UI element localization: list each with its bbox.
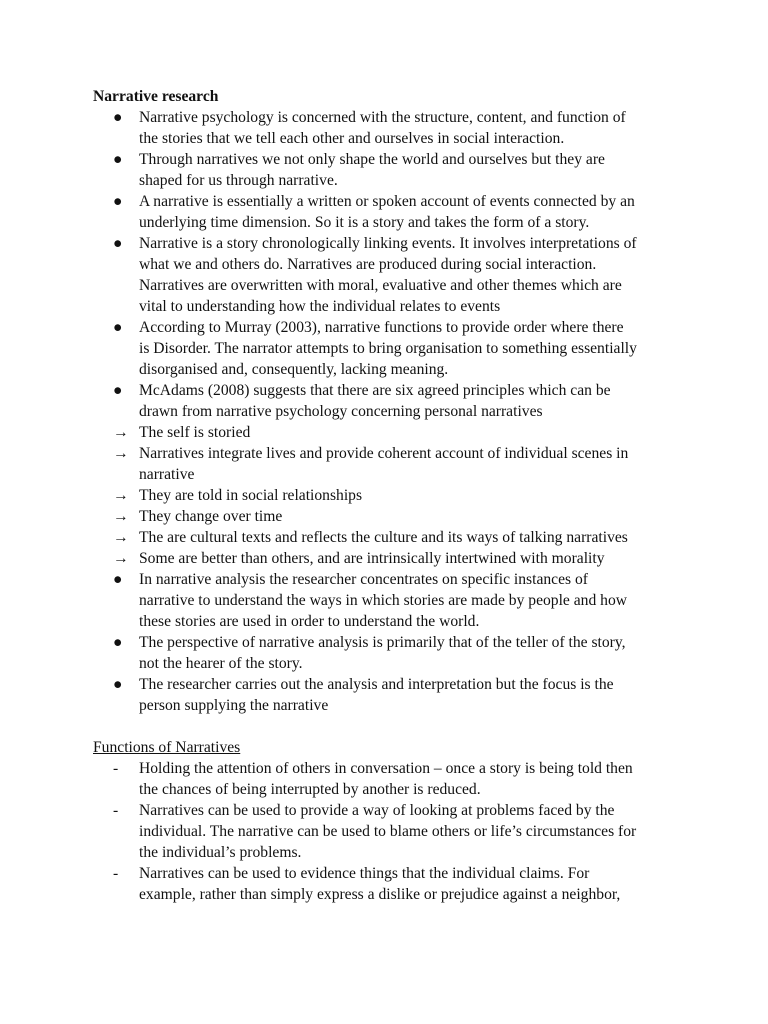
section bbox=[93, 86, 693, 716]
blank-line bbox=[93, 716, 693, 737]
dash-bullet-icon: - bbox=[113, 760, 119, 777]
text-line: They are told in social relationships bbox=[139, 487, 363, 504]
text-line: disorganised and, consequently, lacking meaning. bbox=[139, 361, 449, 378]
bullet-icon: ● bbox=[113, 571, 123, 588]
text-line: Holding the attention of others in conversation – once a story is being told then bbox=[139, 760, 633, 777]
text-line: vital to understanding how the individual relates to events bbox=[139, 298, 501, 315]
text-line: Narratives integrate lives and provide coherent account of individual scenes in bbox=[139, 445, 629, 462]
bullet-list bbox=[93, 758, 693, 905]
text-line: drawn from narrative psychology concerning personal narratives bbox=[139, 403, 543, 420]
bullet-icon: ● bbox=[113, 193, 123, 210]
bullet-icon: ● bbox=[113, 151, 123, 168]
text-line: Narrative is a story chronologically linking events. It involves interpretations of bbox=[139, 235, 637, 252]
bullet-icon: ● bbox=[113, 676, 123, 693]
bullet-list bbox=[93, 107, 693, 716]
arrow-icon: → bbox=[113, 550, 129, 567]
text-line: McAdams (2008) suggests that there are six agreed principles which can be bbox=[139, 382, 611, 399]
list-item bbox=[93, 548, 693, 569]
list-item bbox=[93, 107, 693, 149]
list-item bbox=[93, 149, 693, 191]
bullet-icon: ● bbox=[113, 634, 123, 651]
text-line: underlying time dimension. So it is a story and takes the form of a story. bbox=[139, 214, 590, 231]
bullet-icon: ● bbox=[113, 109, 123, 126]
list-item bbox=[93, 485, 693, 506]
text-line: person supplying the narrative bbox=[139, 697, 329, 714]
text-line: Some are better than others, and are intrinsically intertwined with morality bbox=[139, 550, 605, 567]
list-item bbox=[93, 380, 693, 422]
text-line: The are cultural texts and reflects the culture and its ways of talking narratives bbox=[139, 529, 628, 546]
list-item bbox=[93, 233, 693, 317]
section-heading: Functions of Narratives bbox=[93, 739, 241, 756]
text-line: In narrative analysis the researcher concentrates on specific instances of bbox=[139, 571, 588, 588]
arrow-icon: → bbox=[113, 424, 129, 441]
list-item bbox=[93, 443, 693, 485]
text-line: According to Murray (2003), narrative functions to provide order where there bbox=[139, 319, 624, 336]
section-heading: Narrative research bbox=[93, 88, 219, 105]
text-line: They change over time bbox=[139, 508, 283, 525]
text-line: The self is storied bbox=[139, 424, 251, 441]
text-line: the chances of being interrupted by another is reduced. bbox=[139, 781, 481, 798]
arrow-icon: → bbox=[113, 445, 129, 462]
list-item bbox=[93, 317, 693, 380]
text-line: The researcher carries out the analysis and interpretation but the focus is the bbox=[139, 676, 614, 693]
text-line: is Disorder. The narrator attempts to bring organisation to something essentially bbox=[139, 340, 637, 357]
arrow-icon: → bbox=[113, 487, 129, 504]
arrow-icon: → bbox=[113, 508, 129, 525]
arrow-icon: → bbox=[113, 529, 129, 546]
text-line: Narratives can be used to provide a way of looking at problems faced by the bbox=[139, 802, 615, 819]
text-line: The perspective of narrative analysis is primarily that of the teller of the story, bbox=[139, 634, 626, 651]
dash-bullet-icon: - bbox=[113, 865, 119, 882]
text-line: shaped for us through narrative. bbox=[139, 172, 338, 189]
list-item bbox=[93, 800, 693, 863]
bullet-icon: ● bbox=[113, 319, 123, 336]
list-item bbox=[93, 191, 693, 233]
text-line: these stories are used in order to understand the world. bbox=[139, 613, 480, 630]
text-line: individual. The narrative can be used to blame others or life’s circumstances for bbox=[139, 823, 637, 840]
text-line: what we and others do. Narratives are produced during social interaction. bbox=[139, 256, 597, 273]
text-line: example, rather than simply express a dislike or prejudice against a neighbor, bbox=[139, 886, 621, 903]
list-item bbox=[93, 422, 693, 443]
document-page bbox=[93, 86, 693, 905]
text-line: A narrative is essentially a written or spoken account of events connected by an bbox=[139, 193, 635, 210]
text-line: narrative to understand the ways in which stories are made by people and how bbox=[139, 592, 628, 609]
list-item bbox=[93, 632, 693, 674]
text-line: not the hearer of the story. bbox=[139, 655, 303, 672]
text-line: Narrative psychology is concerned with the structure, content, and function of bbox=[139, 109, 626, 126]
text-line: Narratives can be used to evidence things that the individual claims. For bbox=[139, 865, 590, 882]
list-item bbox=[93, 569, 693, 632]
list-item bbox=[93, 758, 693, 800]
list-item bbox=[93, 506, 693, 527]
bullet-icon: ● bbox=[113, 382, 123, 399]
text-line: narrative bbox=[139, 466, 195, 483]
list-item bbox=[93, 674, 693, 716]
list-item bbox=[93, 527, 693, 548]
text-line: Through narratives we not only shape the world and ourselves but they are bbox=[139, 151, 605, 168]
section bbox=[93, 737, 693, 905]
text-line: the stories that we tell each other and ourselves in social interaction. bbox=[139, 130, 565, 147]
dash-bullet-icon: - bbox=[113, 802, 119, 819]
text-line: Narratives are overwritten with moral, evaluative and other themes which are bbox=[139, 277, 622, 294]
bullet-icon: ● bbox=[113, 235, 123, 252]
text-line: the individual’s problems. bbox=[139, 844, 302, 861]
list-item bbox=[93, 863, 693, 905]
